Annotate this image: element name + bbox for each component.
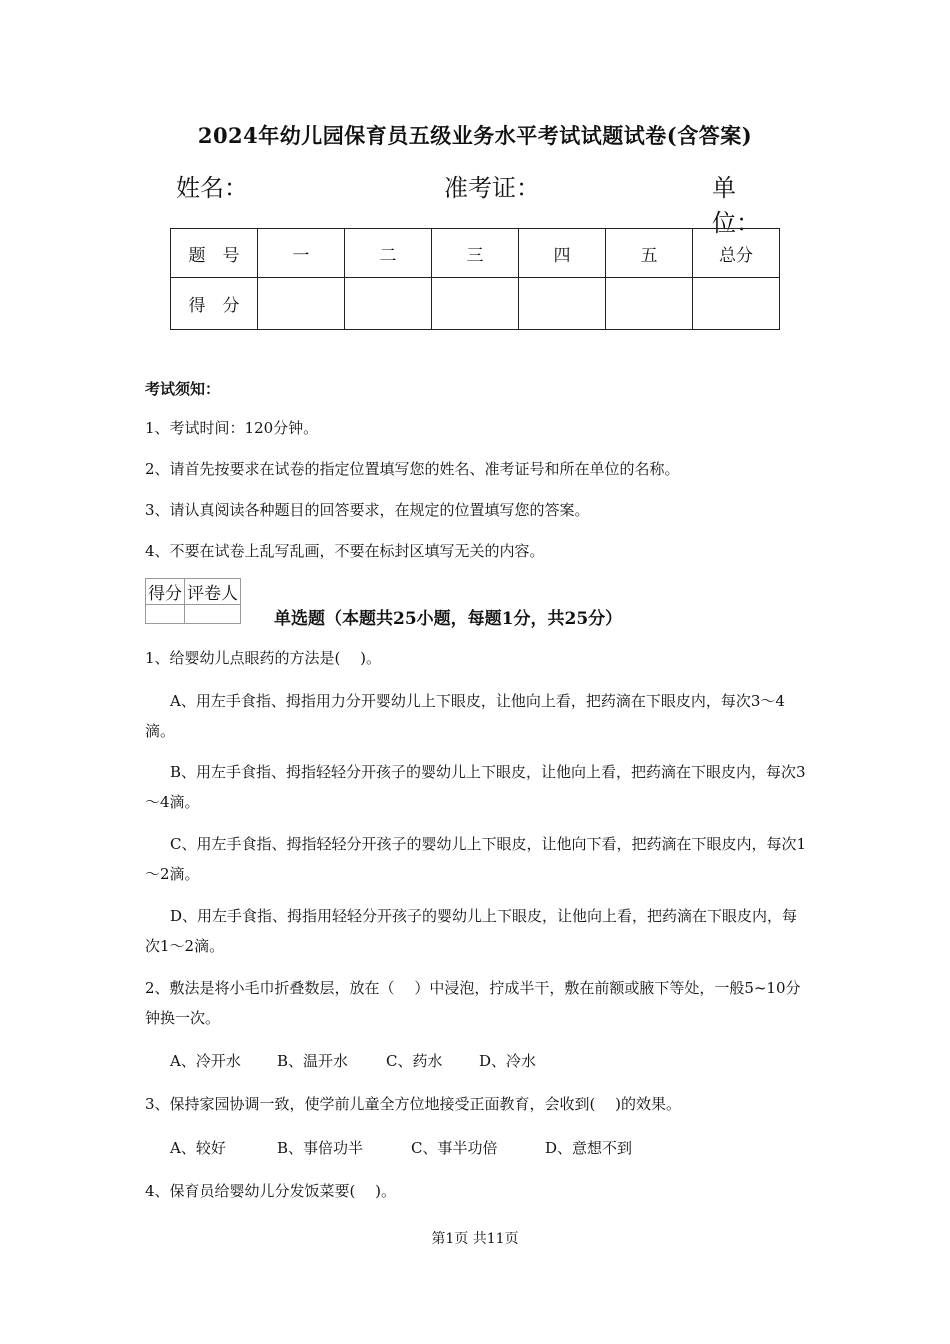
grader-score-label: 得分	[146, 579, 185, 605]
question-option: D、冷水	[479, 1052, 537, 1070]
question-option: B、事倍功半	[277, 1139, 364, 1157]
score-table-header-row	[171, 229, 780, 278]
question-option: C、事半功倍	[411, 1139, 498, 1157]
question-option: C、用左手食指、拇指轻轻分开孩子的婴幼儿上下眼皮，让他向下看，把药滴在下眼皮内，每次1～2滴。	[145, 835, 807, 883]
score-table-header-cell: 题 号	[171, 229, 258, 278]
score-table-header-cell: 一	[258, 229, 345, 278]
question-stem: 3、保持家园协调一致，使学前儿童全方位地接受正面教育，会收到( )的效果。	[145, 1095, 682, 1113]
grader-reviewer-cell[interactable]	[185, 605, 241, 624]
page-title: 2024年幼儿园保育员五级业务水平考试试题试卷(含答案)	[197, 123, 753, 148]
score-cell[interactable]	[606, 278, 693, 330]
question-option: C、药水	[386, 1052, 443, 1070]
notice-title: 考试须知：	[145, 380, 221, 398]
question-stem: 4、保育员给婴幼儿分发饭菜要( )。	[145, 1182, 397, 1200]
score-table-header-cell: 总分	[693, 229, 780, 278]
candidate-fields	[176, 168, 780, 237]
score-table-score-row	[171, 278, 780, 330]
question-option: A、用左手食指、拇指用力分开婴幼儿上下眼皮，让他向上看，把药滴在下眼皮内，每次3～4滴。	[145, 692, 785, 740]
question-stem: 1、给婴幼儿点眼药的方法是( )。	[145, 649, 382, 667]
grader-box	[145, 578, 241, 624]
question-option: D、意想不到	[545, 1139, 633, 1157]
exam-id-field-label: 准考证：	[444, 174, 540, 202]
grader-score-cell[interactable]	[146, 605, 185, 624]
question-option: D、用左手食指、拇指用轻轻分开孩子的婴幼儿上下眼皮，让他向上看，把药滴在下眼皮内，每次1～2滴。	[145, 907, 798, 955]
question-stem: 2、敷法是将小毛巾折叠数层，放在（ ）中浸泡，拧成半干，敷在前额或腋下等处，一般5~10分钟换一次。	[145, 979, 801, 1027]
score-row-label: 得 分	[171, 278, 258, 330]
page-footer: 第1页 共11页	[431, 1231, 519, 1247]
score-table-header-cell: 四	[519, 229, 606, 278]
score-cell[interactable]	[693, 278, 780, 330]
score-cell[interactable]	[258, 278, 345, 330]
name-field-label: 姓名：	[176, 174, 248, 202]
question-option: A、较好	[170, 1139, 226, 1157]
grader-reviewer-label: 评卷人	[185, 579, 241, 605]
score-table	[170, 228, 780, 330]
notice-item: 1、考试时间：120分钟。	[145, 419, 319, 437]
notice-item: 2、请首先按要求在试卷的指定位置填写您的姓名、准考证号和所在单位的名称。	[145, 460, 680, 478]
score-table-header-cell: 二	[345, 229, 432, 278]
score-cell[interactable]	[519, 278, 606, 330]
question-option: B、用左手食指、拇指轻轻分开孩子的婴幼儿上下眼皮，让他向上看，把药滴在下眼皮内，每次3～4滴。	[145, 763, 806, 811]
unit-field-label: 单位：	[712, 174, 760, 237]
score-table-header-cell: 三	[432, 229, 519, 278]
notice-item: 4、不要在试卷上乱写乱画，不要在标封区填写无关的内容。	[145, 542, 545, 560]
score-table-header-cell: 五	[606, 229, 693, 278]
score-cell[interactable]	[432, 278, 519, 330]
section-title: 单选题（本题共25小题，每题1分，共25分）	[274, 609, 623, 629]
question-option: B、温开水	[277, 1052, 349, 1070]
question-option: A、冷开水	[170, 1052, 241, 1070]
notice-item: 3、请认真阅读各种题目的回答要求，在规定的位置填写您的答案。	[145, 501, 590, 519]
score-cell[interactable]	[345, 278, 432, 330]
